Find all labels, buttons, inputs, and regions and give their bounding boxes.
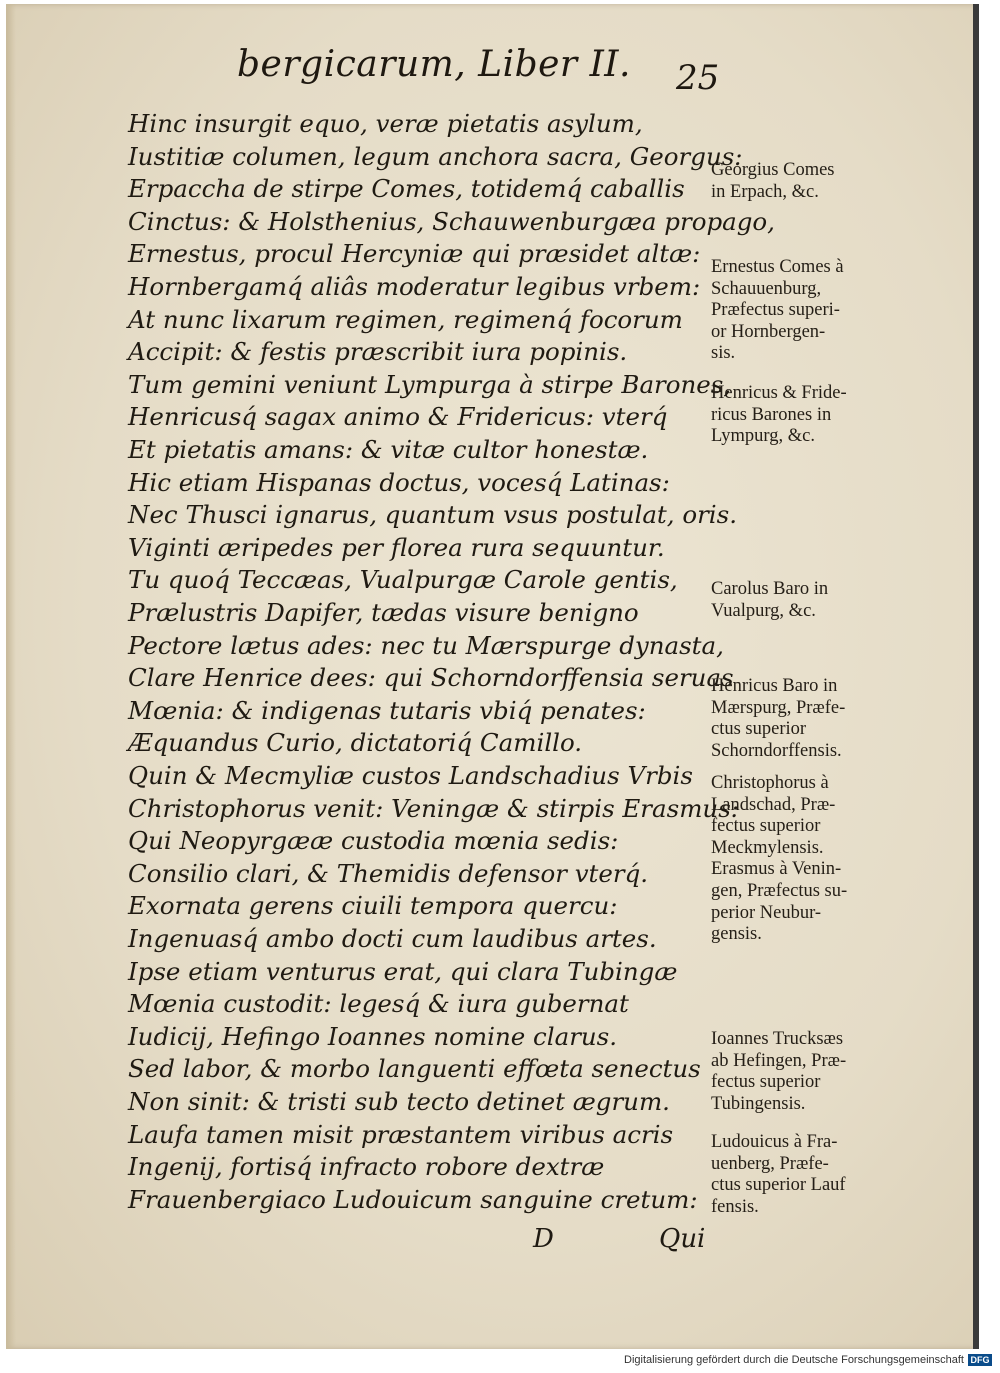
marginal-note-line: Henricus Baro in (711, 676, 838, 696)
marginal-note-line: Ludouicus à Fra- (711, 1132, 838, 1152)
verse-line: Exornata gerens ciuili tempora quercu: (128, 891, 618, 921)
verse-line: Qui Neopyrgææ custodia mœnia sedis: (128, 826, 619, 856)
marginal-note-line: Ernestus Comes à (711, 257, 844, 277)
marginal-note-line: sis. (711, 343, 736, 364)
marginal-note (711, 257, 844, 365)
marginal-note-line: Lympurg, &c. (711, 426, 815, 447)
marginal-note-line: ctus superior Lauf (711, 1175, 846, 1196)
marginal-note-line: Mærspurg, Præfe- (711, 697, 846, 718)
verse-line: Christophorus venit: Veningæ & stirpis Erasmus: (128, 793, 740, 823)
page-right-edge (973, 4, 979, 1349)
catchword: Qui (659, 1224, 706, 1254)
marginal-note (711, 676, 845, 762)
verse-line: Iustitiæ columen, legum anchora sacra, Georgus: (128, 141, 743, 171)
marginal-note-line: in Erpach, &c. (711, 181, 819, 202)
marginal-note-line: ctus superior (711, 719, 807, 740)
marginal-note-line: gen, Præfectus su- (711, 880, 848, 901)
verse-line: Frauenbergiaco Ludouicum sanguine cretum: (128, 1184, 698, 1214)
verse-line: Hornbergamq́ aliâs moderatur legibus vrbem: (128, 272, 701, 301)
marginal-note-line: Meckmylensis. (711, 837, 824, 858)
verse-line: Viginti æripedes per florea rura sequuntur. (128, 532, 665, 562)
marginal-note-line: Præfectus superi- (711, 300, 840, 321)
dfg-logo: DFG (968, 1354, 992, 1366)
verse-line: Quin & Mecmyliæ custos Landschadius Vrbis (128, 761, 693, 790)
marginal-note-line: fectus superior (711, 1072, 821, 1093)
marginal-note-line: Vualpurg, &c. (711, 600, 816, 621)
verse-line: Sed labor, & morbo languenti effœta senectus (128, 1054, 701, 1084)
page-gutter-shadow (6, 4, 16, 1349)
verse-line: Tu quoq́ Teccæas, Vualpurgæ Carole gentis, (128, 565, 678, 595)
marginal-note (711, 383, 847, 448)
running-head: bergicarum, Liber II. (237, 44, 631, 85)
verse-line: Ernestus, procul Hercyniæ qui præsidet altæ: (128, 239, 701, 269)
marginal-note-line: Henricus & Fride- (711, 383, 847, 403)
marginal-note-line: Georgius Comes (711, 160, 835, 180)
marginal-note-line: Schauuenburg, (711, 278, 822, 299)
marginal-note-line: ab Hefingen, Præ- (711, 1050, 847, 1071)
verse-line: Mœnia custodit: legesq́ & iura gubernat (128, 989, 629, 1019)
marginal-note-line: Tubingensis. (711, 1093, 806, 1114)
marginal-note (711, 160, 835, 203)
marginal-note-line: fensis. (711, 1196, 759, 1217)
verse-line: Pectore lætus ades: nec tu Mærspurge dynasta, (128, 630, 724, 660)
marginal-note-line: uenberg, Præfe- (711, 1153, 829, 1174)
marginal-note (711, 579, 828, 622)
marginal-note-line: gensis. (711, 924, 762, 945)
verse-line: Tum gemini veniunt Lympurga à stirpe Barones, (128, 369, 732, 399)
verse-line: Ipse etiam venturus erat, qui clara Tubingæ (128, 956, 678, 986)
verse-line: Iudicij, Hefingo Ioannes nomine clarus. (128, 1021, 618, 1051)
verse-line: Ingenij, fortisq́ infracto robore dextræ (128, 1152, 605, 1182)
verse-line: Accipit: & festis præscribit iura popinis. (128, 337, 628, 367)
marginal-note-line: ricus Barones in (711, 404, 832, 425)
verse-line: Æquandus Curio, dictatoriq́ Camillo. (128, 728, 583, 758)
verse-line: Nec Thusci ignarus, quantum vsus postulat, oris. (128, 500, 738, 530)
marginal-note-line: Landschad, Præ- (711, 794, 836, 815)
verse-line: Cinctus: & Holsthenius, Schauwenburgæa propago, (128, 206, 775, 236)
marginal-note (711, 1029, 846, 1115)
marginal-note (711, 1132, 846, 1218)
signature-mark: D (533, 1224, 554, 1254)
verse-line: Hic etiam Hispanas doctus, vocesq́ Latinas: (128, 467, 670, 497)
verse-line: Mœnia: & indigenas tutaris vbiq́ penates: (128, 695, 646, 725)
verse-line: Hinc insurgit equo, veræ pietatis asylum, (128, 109, 643, 138)
verse-line: Et pietatis amans: & vitæ cultor honestæ. (128, 435, 649, 464)
marginal-note-line: fectus superior (711, 816, 821, 837)
verse-line: Ingenuasq́ ambo docti cum laudibus artes. (128, 924, 657, 953)
verse-line: Non sinit: & tristi sub tecto detinet ægrum. (128, 1087, 670, 1116)
verse-line: Henricusq́ sagax animo & Fridericus: vterq́ (128, 402, 668, 432)
marginal-note-line: perior Neubur- (711, 902, 822, 923)
verse-line: At nunc lixarum regimen, regimenq́ focorum (128, 304, 683, 334)
verse-line: Erpaccha de stirpe Comes, totidemq́ caballis (128, 174, 685, 204)
verse-line: Prælustris Dapifer, tædas visure benigno (128, 598, 639, 627)
marginal-note-line: or Hornbergen- (711, 321, 826, 342)
marginal-note-line: Schorndorffensis. (711, 740, 842, 761)
verse-line: Consilio clari, & Themidis defensor vterq́. (128, 858, 649, 888)
footer-credit: Digitalisierung gefördert durch die Deutsche Forschungsgemeinschaft (624, 1354, 964, 1366)
marginal-note-line: Ioannes Trucksæs (711, 1029, 844, 1049)
marginal-note (711, 773, 847, 946)
marginal-note-line: Christophorus à (711, 773, 829, 793)
verse-line: Clare Henrice dees: qui Schorndorffensia seruas (128, 663, 734, 693)
page-number: 25 (676, 58, 720, 98)
marginal-note-line: Erasmus à Venin- (711, 859, 842, 880)
verse-line: Laufa tamen misit præstantem viribus acris (128, 1119, 674, 1149)
marginal-note-line: Carolus Baro in (711, 579, 829, 599)
